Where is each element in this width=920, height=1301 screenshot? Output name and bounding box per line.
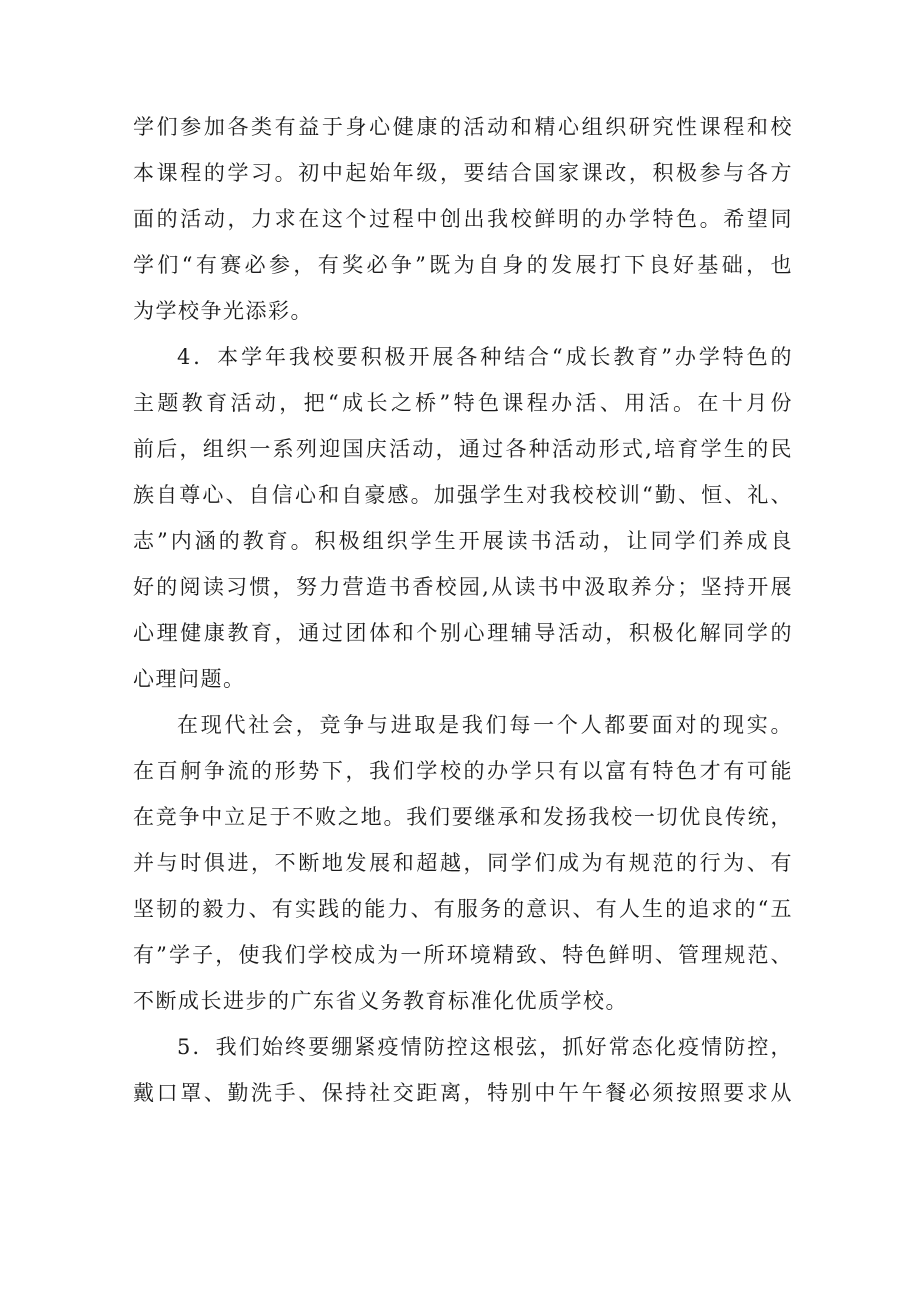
- paragraph-1: [133, 104, 793, 334]
- text-line: 坚韧的毅力、有实践的能力、有服务的意识、有人生的追求的“五: [133, 897, 793, 921]
- text-line: 面的活动，力求在这个过程中创出我校鲜明的办学特色。希望同: [133, 207, 793, 231]
- text-line: 为学校争光添彩。: [133, 299, 313, 323]
- text-line: 本课程的学习。初中起始年级，要结合国家课改，积极参与各方: [133, 161, 793, 185]
- paragraph-2: [133, 334, 793, 702]
- document-body: [133, 104, 793, 1116]
- text-line: 在百舸争流的形势下，我们学校的办学只有以富有特色才有可能: [133, 759, 793, 783]
- text-line: 主题教育活动，把“成长之桥”特色课程办活、用活。在十月份: [133, 391, 793, 415]
- paragraph-3: [133, 702, 793, 1024]
- text-line: 学们“有赛必参，有奖必争”既为自身的发展打下良好基础，也: [133, 253, 793, 277]
- text-line: 并与时俱进，不断地发展和超越，同学们成为有规范的行为、有: [133, 851, 793, 875]
- text-line: 4．本学年我校要积极开展各种结合“成长教育”办学特色的: [177, 345, 793, 369]
- text-line: 学们参加各类有益于身心健康的活动和精心组织研究性课程和校: [133, 115, 793, 139]
- text-line: 好的阅读习惯，努力营造书香校园,从读书中汲取养分；坚持开展: [133, 575, 793, 599]
- text-line: 心理问题。: [133, 667, 246, 691]
- text-line: 不断成长进步的广东省义务教育标准化优质学校。: [133, 989, 628, 1013]
- text-line: 戴口罩、勤洗手、保持社交距离，特别中午午餐必须按照要求从: [133, 1081, 793, 1105]
- text-line: 族自尊心、自信心和自豪感。加强学生对我校校训“勤、恒、礼、: [133, 483, 793, 507]
- text-line: 在现代社会，竞争与进取是我们每一个人都要面对的现实。: [177, 713, 793, 737]
- text-line: 志”内涵的教育。积极组织学生开展读书活动，让同学们养成良: [133, 529, 793, 553]
- text-line: 5．我们始终要绷紧疫情防控这根弦，抓好常态化疫情防控，: [177, 1035, 793, 1059]
- text-line: 有”学子，使我们学校成为一所环境精致、特色鲜明、管理规范、: [133, 943, 793, 967]
- paragraph-4: [133, 1024, 793, 1116]
- text-line: 心理健康教育，通过团体和个别心理辅导活动，积极化解同学的: [133, 621, 793, 645]
- text-line: 在竞争中立足于不败之地。我们要继承和发扬我校一切优良传统，: [133, 805, 793, 829]
- text-line: 前后，组织一系列迎国庆活动，通过各种活动形式,培育学生的民: [133, 437, 793, 461]
